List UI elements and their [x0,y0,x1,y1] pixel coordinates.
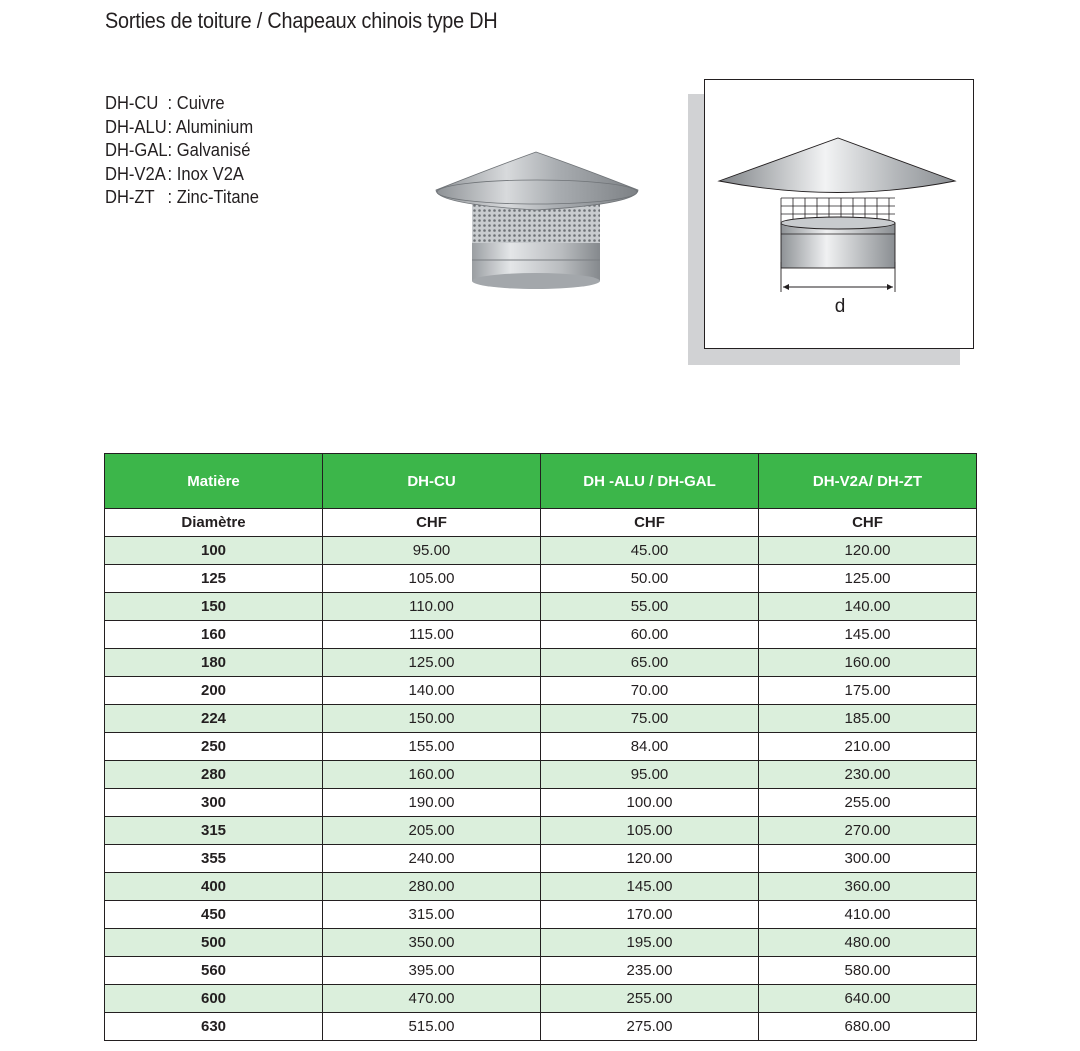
price-cell: 350.00 [323,929,541,957]
material-name: : Inox V2A [167,163,244,184]
price-cell: 160.00 [759,649,977,677]
price-cell: 160.00 [323,761,541,789]
table-header-row [105,454,977,509]
table-row [105,621,977,649]
price-table [104,453,977,1041]
diameter-cell: 200 [105,677,323,705]
price-cell: 515.00 [323,1013,541,1041]
diameter-cell: 355 [105,845,323,873]
diameter-cell: 500 [105,929,323,957]
material-name: : Aluminium [167,116,254,137]
price-cell: 145.00 [759,621,977,649]
column-subheader: CHF [759,509,977,537]
price-cell: 70.00 [541,677,759,705]
column-header: DH-CU [323,454,541,509]
material-name: : Cuivre [167,93,225,113]
diameter-cell: 150 [105,593,323,621]
chinese-hat-drawing-icon [705,80,975,350]
column-subheader: CHF [541,509,759,537]
diameter-cell: 300 [105,789,323,817]
price-cell: 195.00 [541,929,759,957]
table-row [105,733,977,761]
price-cell: 185.00 [759,705,977,733]
column-subheader: CHF [323,509,541,537]
diameter-cell: 630 [105,1013,323,1041]
price-cell: 120.00 [541,845,759,873]
diameter-cell: 560 [105,957,323,985]
price-cell: 125.00 [323,649,541,677]
table-row [105,957,977,985]
price-cell: 315.00 [323,901,541,929]
column-header: DH -ALU / DH-GAL [541,454,759,509]
table-row [105,845,977,873]
table-subheader-row [105,509,977,537]
price-cell: 75.00 [541,705,759,733]
column-subheader: Diamètre [105,509,323,537]
table-row [105,565,977,593]
material-code: DH-ALU [105,116,167,137]
material-item [105,163,259,187]
price-cell: 84.00 [541,733,759,761]
price-cell: 240.00 [323,845,541,873]
price-cell: 395.00 [323,957,541,985]
diameter-cell: 224 [105,705,323,733]
diameter-cell: 280 [105,761,323,789]
diameter-cell: 450 [105,901,323,929]
material-code: DH-ZT [105,187,155,207]
material-item [105,92,259,116]
column-header: Matière [105,454,323,509]
material-code: DH-CU [105,93,159,113]
table-row [105,789,977,817]
page-title: Sorties de toiture / Chapeaux chinois type DH [105,8,498,33]
chinese-hat-photo-icon [432,148,644,293]
price-cell: 255.00 [541,985,759,1013]
price-cell: 105.00 [323,565,541,593]
diameter-cell: 250 [105,733,323,761]
price-cell: 480.00 [759,929,977,957]
diameter-cell: 125 [105,565,323,593]
material-item [105,116,259,140]
price-cell: 275.00 [541,1013,759,1041]
material-name: : Zinc-Titane [167,187,259,207]
price-cell: 360.00 [759,873,977,901]
price-cell: 115.00 [323,621,541,649]
price-cell: 65.00 [541,649,759,677]
price-cell: 255.00 [759,789,977,817]
table-row [105,677,977,705]
price-cell: 235.00 [541,957,759,985]
table-row [105,1013,977,1041]
dimension-label: d [834,296,846,317]
price-cell: 410.00 [759,901,977,929]
table-row [105,817,977,845]
price-cell: 105.00 [541,817,759,845]
price-cell: 470.00 [323,985,541,1013]
diameter-cell: 400 [105,873,323,901]
price-cell: 155.00 [323,733,541,761]
price-cell: 95.00 [541,761,759,789]
price-cell: 120.00 [759,537,977,565]
price-cell: 60.00 [541,621,759,649]
price-cell: 175.00 [759,677,977,705]
price-cell: 140.00 [759,593,977,621]
price-cell: 95.00 [323,537,541,565]
material-code: DH-V2A [105,163,166,184]
price-cell: 640.00 [759,985,977,1013]
material-item [105,139,259,163]
price-cell: 580.00 [759,957,977,985]
diameter-cell: 160 [105,621,323,649]
table-row [105,929,977,957]
price-cell: 190.00 [323,789,541,817]
price-cell: 170.00 [541,901,759,929]
price-cell: 230.00 [759,761,977,789]
price-cell: 150.00 [323,705,541,733]
diameter-cell: 600 [105,985,323,1013]
price-cell: 270.00 [759,817,977,845]
table-row [105,761,977,789]
table-row [105,649,977,677]
price-cell: 100.00 [541,789,759,817]
price-cell: 145.00 [541,873,759,901]
material-item [105,186,259,210]
price-cell: 280.00 [323,873,541,901]
price-cell: 45.00 [541,537,759,565]
table-row [105,593,977,621]
diameter-cell: 100 [105,537,323,565]
diameter-cell: 315 [105,817,323,845]
price-cell: 210.00 [759,733,977,761]
price-cell: 50.00 [541,565,759,593]
price-cell: 680.00 [759,1013,977,1041]
price-cell: 110.00 [323,593,541,621]
price-cell: 140.00 [323,677,541,705]
product-photo [432,148,644,293]
material-code: DH-GAL [105,140,168,160]
table-row [105,705,977,733]
dimension-diagram [704,79,974,349]
price-cell: 300.00 [759,845,977,873]
materials-list [105,92,259,210]
price-cell: 125.00 [759,565,977,593]
material-name: : Galvanisé [167,140,251,160]
table-row [105,901,977,929]
table-row [105,537,977,565]
table-row [105,873,977,901]
diameter-cell: 180 [105,649,323,677]
price-cell: 55.00 [541,593,759,621]
price-cell: 205.00 [323,817,541,845]
column-header: DH-V2A/ DH-ZT [759,454,977,509]
table-row [105,985,977,1013]
